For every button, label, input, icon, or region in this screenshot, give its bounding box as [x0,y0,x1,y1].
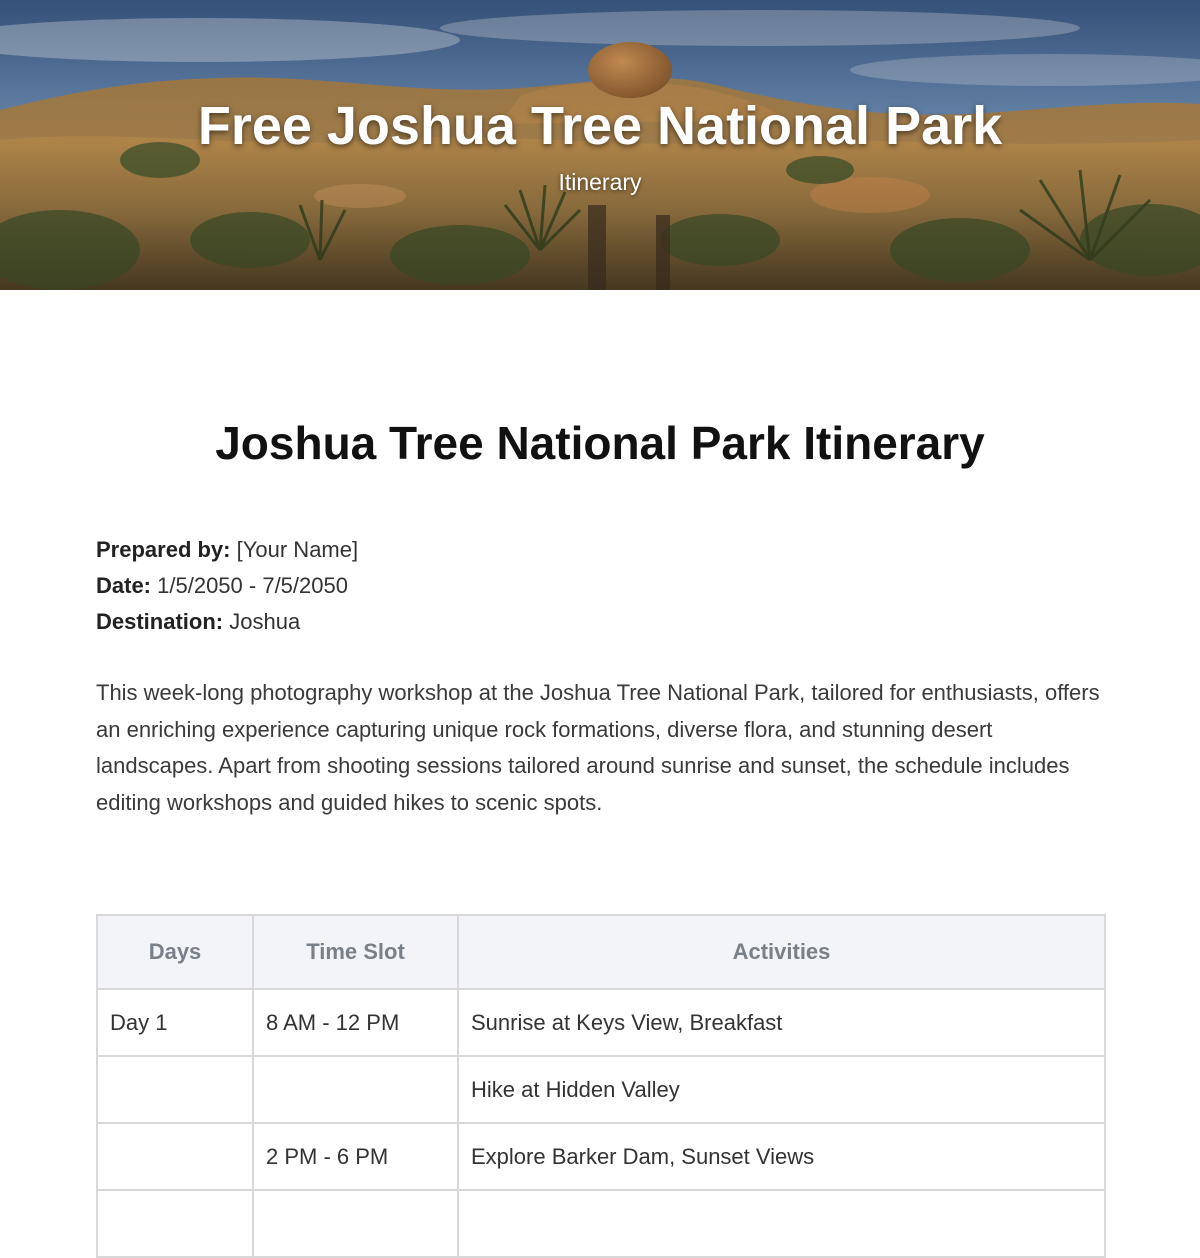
prepared-by-row [96,532,1106,568]
prepared-by-value: [Your Name] [236,537,359,562]
prepared-by-label: Prepared by: [96,537,231,562]
cell-activities: Hike at Hidden Valley [458,1056,1105,1123]
table-row [97,1123,1105,1190]
document-title: Joshua Tree National Park Itinerary [215,417,985,469]
cell-activities: Sunrise at Keys View, Breakfast [458,989,1105,1056]
cell-time-slot: 8 AM - 12 PM [253,989,458,1056]
table-row [97,1056,1105,1123]
cell-time-slot [253,1056,458,1123]
table-row [97,989,1105,1056]
cell-activities: Explore Barker Dam, Sunset Views [458,1123,1105,1190]
hero-banner [0,0,1200,290]
date-label: Date: [96,573,152,598]
cell-activities [458,1190,1105,1257]
hero-title: Free Joshua Tree National Park [197,96,1003,156]
cell-time-slot: 2 PM - 6 PM [253,1123,458,1190]
header-time-slot: Time Slot [253,915,458,989]
table-row [97,1190,1105,1257]
intro-paragraph: This week-long photography workshop at the Joshua Tree National Park, tailored for enthusiasts, offers an enriching experience capturing unique rock formations, diverse flora, and stunning desert landscapes. Apart from shooting sessions tailored around sunrise and sunset, the schedule includes editing workshops and guided hikes to scenic spots. [96,680,1100,815]
cell-days [97,1056,253,1123]
date-row [96,568,1106,604]
header-days: Days [97,915,253,989]
itinerary-table-wrapper [96,914,1104,1258]
destination-label: Destination: [96,609,224,634]
cell-time-slot [253,1190,458,1257]
destination-value: Joshua [229,609,301,634]
destination-row [96,604,1106,640]
cell-days [97,1190,253,1257]
table-header-row [97,915,1105,989]
date-value: 1/5/2050 - 7/5/2050 [157,573,348,598]
itinerary-table [96,914,1106,1258]
header-activities: Activities [458,915,1105,989]
hero-subtitle: Itinerary [558,169,642,195]
document-meta [96,532,1106,640]
cell-days [97,1123,253,1190]
cell-days: Day 1 [97,989,253,1056]
